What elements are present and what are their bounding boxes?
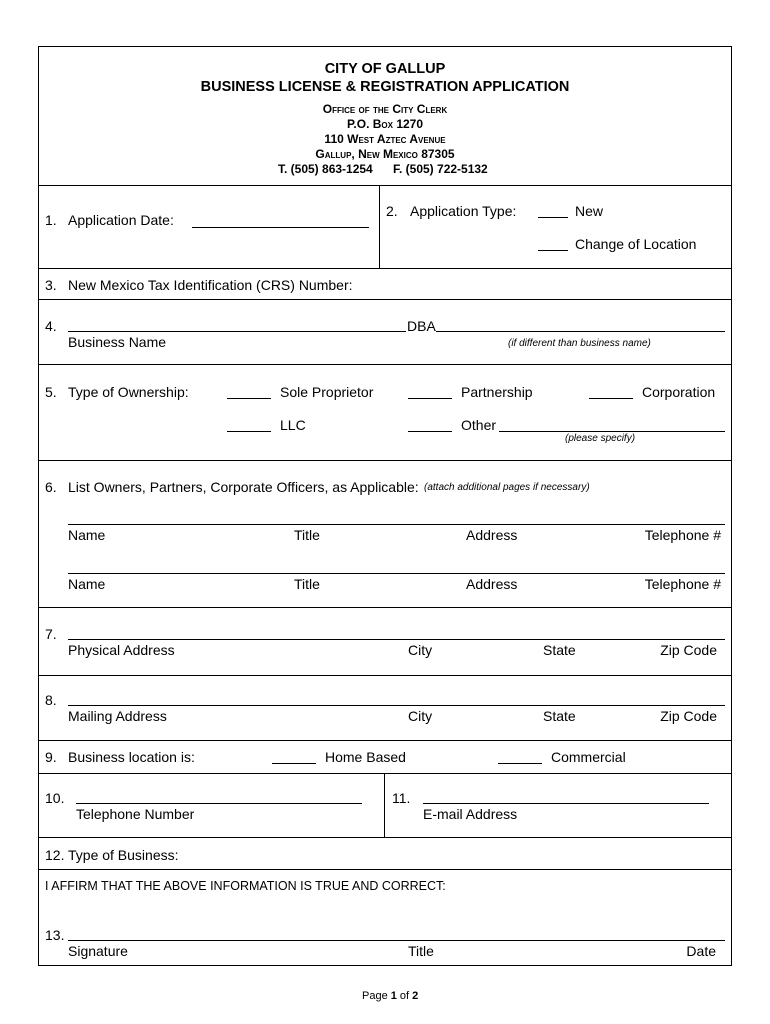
divider [38, 185, 732, 186]
divider [38, 607, 732, 608]
page-prefix: Page [362, 990, 391, 1002]
other-note: (please specify) [565, 433, 636, 444]
signature-label: Signature [68, 943, 128, 959]
business-name-field[interactable] [68, 331, 406, 332]
other-label: Other [461, 417, 497, 433]
physical-address-label: Physical Address [68, 642, 175, 658]
dba-label: DBA [407, 318, 436, 334]
owner-1-title-label: Title [294, 527, 320, 543]
column-divider [384, 773, 385, 837]
signature-title-label: Title [408, 943, 434, 959]
office-phone: T. (505) 863-1254 [278, 162, 373, 176]
mailing-city-label: City [408, 708, 433, 724]
email-label: E-mail Address [423, 806, 518, 822]
physical-state-label: State [543, 642, 576, 658]
s1-number: 1. [45, 212, 57, 228]
s3-number: 3. [45, 277, 57, 293]
mailing-address-label: Mailing Address [68, 708, 167, 724]
s2-number: 2. [386, 203, 398, 219]
business-type-label: Type of Business: [68, 847, 179, 863]
sole-label: Sole Proprietor [280, 384, 374, 400]
owner-2-phone-label: Telephone # [644, 576, 721, 592]
owner-row-1-field[interactable] [68, 524, 725, 525]
commercial-checkline[interactable] [498, 763, 542, 764]
title-form: BUSINESS LICENSE & REGISTRATION APPLICATION [200, 79, 570, 95]
signature-date-label: Date [686, 943, 716, 959]
owner-1-name-label: Name [68, 527, 106, 543]
owners-note: (attach additional pages if necessary) [424, 482, 590, 493]
sole-checkline[interactable] [227, 398, 271, 399]
commercial-label: Commercial [551, 749, 626, 765]
divider [38, 837, 732, 838]
s11-number: 11. [392, 790, 411, 806]
type-new-checkline[interactable] [538, 217, 568, 218]
page-of: of [396, 990, 413, 1002]
affirmation-text: I AFFIRM THAT THE ABOVE INFORMATION IS TRUE AND CORRECT: [45, 879, 446, 893]
title-city: CITY OF GALLUP [324, 61, 446, 77]
owner-1-phone-label: Telephone # [644, 527, 721, 543]
s10-number: 10. [45, 790, 65, 806]
other-checkline[interactable] [408, 431, 452, 432]
corporation-label: Corporation [642, 384, 716, 400]
application-date-field[interactable] [192, 227, 369, 228]
divider [38, 268, 732, 269]
s4-number: 4. [45, 318, 57, 334]
office-pobox: P.O. Box 1270 [346, 117, 424, 131]
mailing-zip-label: Zip Code [660, 708, 717, 724]
divider [38, 299, 732, 300]
owner-1-address-label: Address [466, 527, 518, 543]
s5-number: 5. [45, 384, 57, 400]
partnership-checkline[interactable] [408, 398, 452, 399]
dba-field[interactable] [436, 331, 725, 332]
mailing-state-label: State [543, 708, 576, 724]
other-specify-field[interactable] [499, 431, 725, 432]
s12-number: 12. [45, 847, 65, 863]
page-current: 1 [390, 990, 397, 1002]
s6-number: 6. [45, 479, 57, 495]
owner-2-name-label: Name [68, 576, 106, 592]
office-city: Gallup, New Mexico 87305 [315, 147, 455, 161]
divider [38, 869, 732, 870]
email-field[interactable] [423, 803, 709, 804]
divider [38, 675, 732, 676]
divider [38, 460, 732, 461]
type-change-checkline[interactable] [538, 250, 568, 251]
dba-note: (if different than business name) [508, 338, 651, 349]
office-fax: F. (505) 722-5132 [393, 162, 488, 176]
physical-address-field[interactable] [68, 639, 725, 640]
type-change-label: Change of Location [575, 236, 697, 252]
telephone-field[interactable] [76, 803, 362, 804]
ownership-label: Type of Ownership: [68, 384, 189, 400]
signature-field[interactable] [68, 940, 725, 941]
corporation-checkline[interactable] [589, 398, 633, 399]
s7-number: 7. [45, 626, 57, 642]
form-frame [38, 46, 732, 966]
telephone-label: Telephone Number [76, 806, 195, 822]
owner-2-title-label: Title [294, 576, 320, 592]
s8-number: 8. [45, 692, 57, 708]
tax-id-label: New Mexico Tax Identification (CRS) Number: [68, 277, 353, 293]
owner-2-address-label: Address [466, 576, 518, 592]
llc-label: LLC [280, 417, 306, 433]
column-divider [379, 185, 380, 268]
partnership-label: Partnership [461, 384, 533, 400]
s9-number: 9. [45, 749, 57, 765]
page-number [362, 990, 418, 1002]
office-street: 110 West Aztec Avenue [324, 132, 446, 146]
home-based-checkline[interactable] [272, 763, 316, 764]
llc-checkline[interactable] [227, 431, 271, 432]
mailing-address-field[interactable] [68, 705, 725, 706]
home-based-label: Home Based [325, 749, 406, 765]
application-type-label: Application Type: [410, 203, 517, 219]
type-new-label: New [575, 203, 604, 219]
physical-zip-label: Zip Code [660, 642, 717, 658]
owner-row-2-field[interactable] [68, 573, 725, 574]
divider [38, 740, 732, 741]
application-date-label: Application Date: [68, 212, 174, 228]
location-label: Business location is: [68, 749, 195, 765]
physical-city-label: City [408, 642, 433, 658]
business-name-label: Business Name [68, 334, 167, 350]
divider [38, 364, 732, 365]
office-name: Office of the City Clerk [322, 102, 448, 116]
page-total: 2 [412, 990, 419, 1002]
owners-label: List Owners, Partners, Corporate Officers, as Applicable: [68, 479, 419, 495]
s13-number: 13. [45, 927, 65, 943]
divider [38, 773, 732, 774]
